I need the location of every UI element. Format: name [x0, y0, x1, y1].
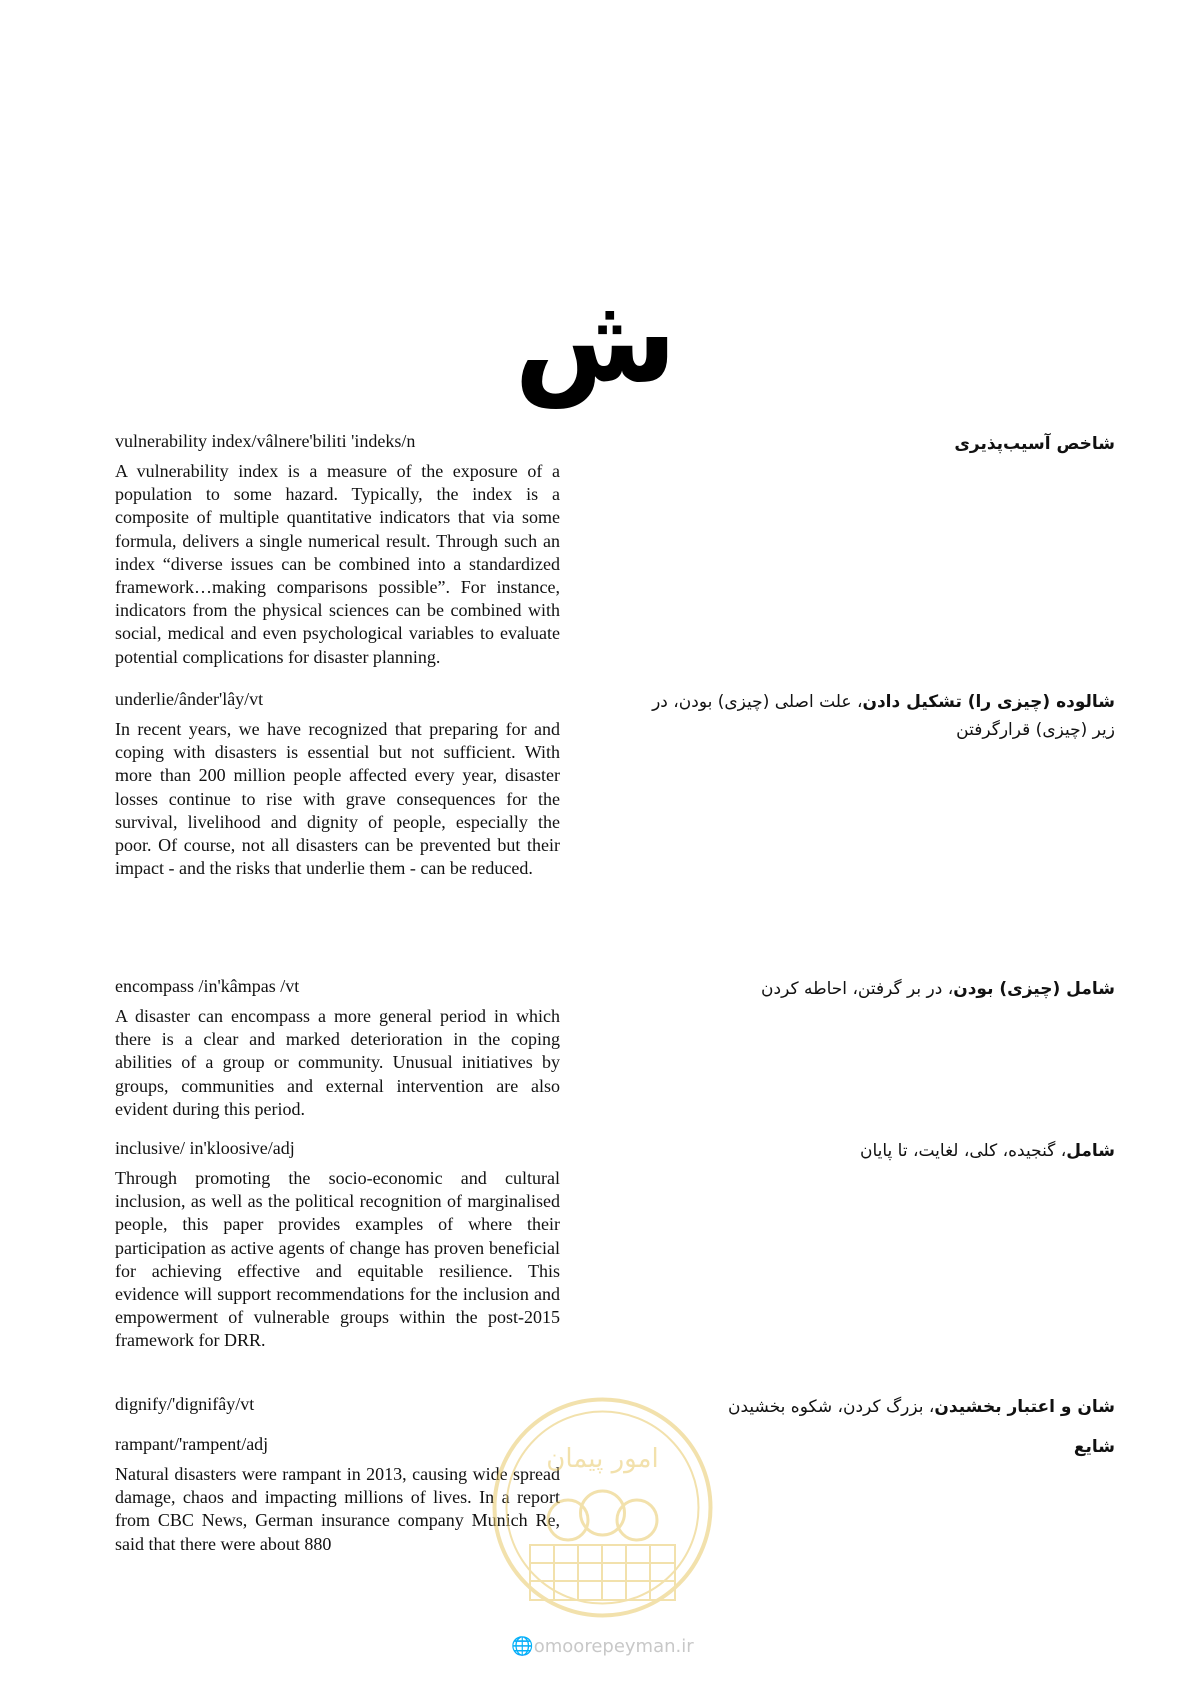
entry-headword: encompass /in'kâmpas /vt: [115, 976, 300, 996]
persian-term: شالوده (چیزی را) تشکیل دادن: [862, 692, 1115, 712]
entry-persian: [645, 975, 1115, 1003]
entry-definition: Through promoting the socio-economic and cultural inclusion, as well as the political recognition of marginalised people, this paper provides examples of where their participation as active agents of change has proven beneficial for achieving effective and equitable resilience. This evidence will support recommendations for the inclusion and empowerment of vulnerable groups within the post-2015 framework for DRR.: [115, 1168, 560, 1351]
persian-term: شایع: [1073, 1437, 1115, 1457]
persian-term: شامل: [1066, 1141, 1115, 1161]
entry-definition: Natural disasters were rampant in 2013, causing wide spread damage, chaos and impacting millions of lives. In a report from CBC News, German insurance company Munich Re, said that there were about 880: [115, 1464, 560, 1554]
persian-term: شامل (چیزی) بودن: [953, 979, 1115, 999]
entry-persian: [645, 1137, 1115, 1165]
entry-english: [115, 688, 560, 880]
persian-term: شان و اعتبار بخشیدن: [934, 1397, 1115, 1417]
watermark-url: 🌐omoorepeyman.ir: [511, 1636, 694, 1657]
entry-definition: A disaster can encompass a more general period in which there is a clear and marked deterioration in the coping abilities of a group or community. Unusual initiatives by groups, communities and external intervention are also evident during this period.: [115, 1006, 560, 1119]
entry-headword: dignify/'dignifây/vt: [115, 1394, 255, 1414]
section-letter: ش: [514, 270, 677, 408]
entry-persian: [645, 430, 1115, 458]
entry-english: [115, 975, 560, 1121]
entry-persian: [645, 688, 1115, 744]
watermark-logo-icon: [490, 1395, 715, 1620]
entry-english: [115, 430, 560, 669]
entry-definition: A vulnerability index is a measure of the exposure of a population to some hazard. Typically, the index is a composite of multiple quantitative indicators that via some formula, delivers a single numerical result. Through such an index “diverse issues can be combined into a standardized framework…making comparisons possible”. For instance, indicators from the physical sciences can be combined with social, medical and even psychological variables to evaluate potential complications for disaster planning.: [115, 461, 560, 667]
entry-persian: [645, 1433, 1115, 1461]
entry-definition: In recent years, we have recognized that preparing for and coping with disasters is essential but not sufficient. With more than 200 million people affected every year, disaster losses continue to rise with grave consequences for the survival, livelihood and dignity of people, especially the poor. Of course, not all disasters can be prevented but their impact - and the risks that underlie them - can be reduced.: [115, 719, 560, 879]
watermark-logo-text: امور پیمان: [546, 1444, 659, 1474]
persian-meaning: ، بزرگ کردن، شکوه بخشیدن: [727, 1397, 935, 1417]
persian-meaning: ، گنجیده، کلی، لغایت، تا پایان: [859, 1141, 1067, 1161]
entry-persian: [645, 1393, 1115, 1421]
persian-term: شاخص آسیب‌پذیری: [954, 434, 1115, 454]
entry-headword: vulnerability index/vâlnere'biliti 'indeks/n: [115, 431, 416, 451]
entry-headword: rampant/'rampent/adj: [115, 1434, 269, 1454]
persian-meaning: ، در بر گرفتن، احاطه کردن: [761, 979, 954, 999]
entry-headword: underlie/ânder'lây/vt: [115, 689, 264, 709]
entry-headword: inclusive/ in'kloosive/adj: [115, 1138, 295, 1158]
persian-meaning: ، علت اصلی (چیزی) بودن، در زیر (چیزی) قرارگرفتن: [652, 692, 1115, 740]
entry-english: [115, 1137, 560, 1353]
